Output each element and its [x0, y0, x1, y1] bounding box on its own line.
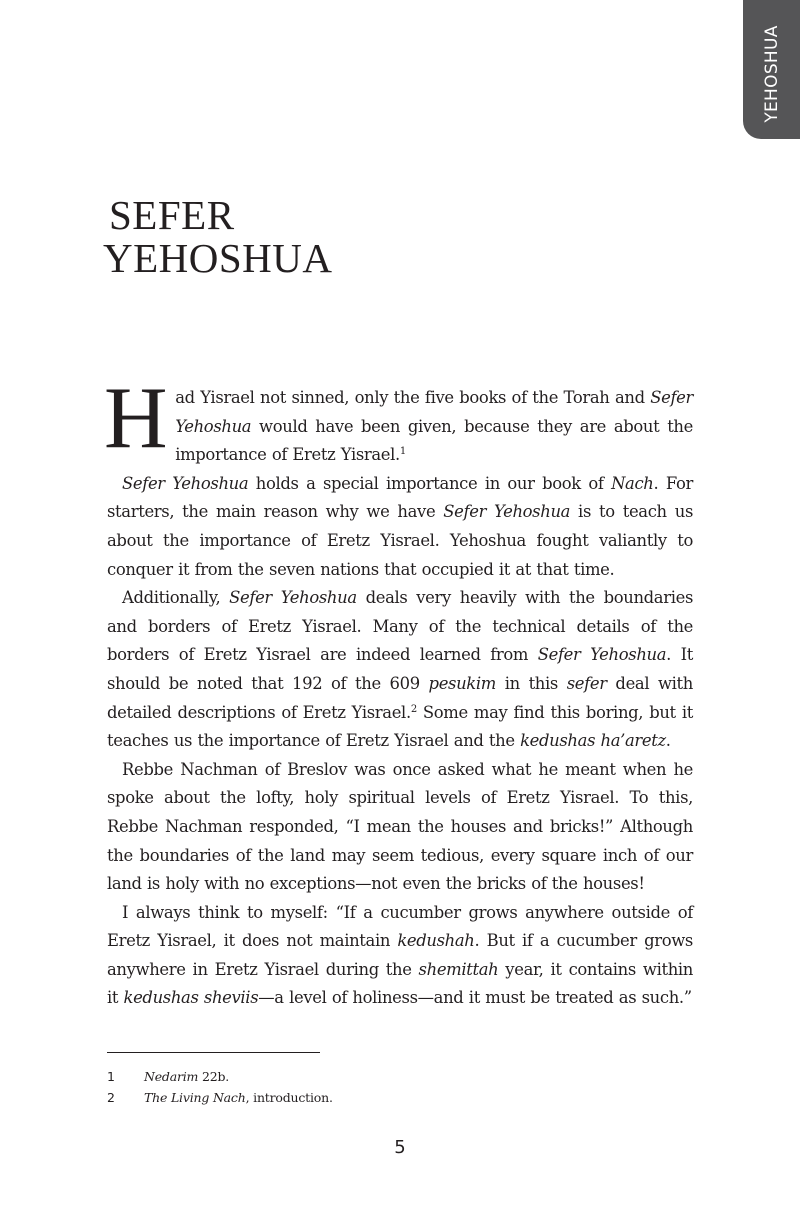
italic-text: Sefer Yehoshua: [175, 388, 693, 436]
text-run: —a level of holiness—and it must be treated as such.”: [258, 988, 692, 1008]
chapter-title: [103, 194, 333, 280]
italic-text: shemittah: [418, 959, 499, 979]
italic-text: Nedarim: [144, 1069, 199, 1084]
italic-text: Sefer Yehoshua: [229, 588, 357, 608]
chapter-title-line-1: SEFER: [109, 192, 235, 238]
footnotes: [107, 1066, 333, 1108]
footnote-reference[interactable]: 2: [410, 703, 417, 715]
italic-text: kedushah: [397, 931, 475, 951]
paragraph: [107, 899, 693, 1013]
text-run: . For starters, the main reason why we have: [107, 473, 693, 522]
footnote-text: [144, 1066, 229, 1087]
text-run: is to teach us about the importance of Eretz Yisrael. Yehoshua fought valiantly to conquer it from the seven nations that occupied it at that time.: [107, 502, 694, 579]
italic-text: The Living Nach: [144, 1090, 246, 1105]
italic-text: kedushas sheviis: [123, 988, 259, 1008]
text-run: I always think to myself: “If a cucumber grows anywhere outside of Eretz Yisrael, it does not maintain: [107, 902, 693, 951]
italic-text: Sefer Yehoshua: [443, 502, 571, 522]
footnote-reference[interactable]: 1: [399, 446, 406, 458]
italic-text: Sefer Yehoshua: [122, 473, 249, 493]
text-run: Some may find this boring, but it teaches us the importance of Eretz Yisrael and the: [107, 702, 693, 751]
paragraph: [107, 584, 693, 756]
text-run: deals very heavily with the boundaries and borders of Eretz Yisrael. Many of the technical details of the borders of Eretz Yisrael are indeed learned from: [107, 588, 694, 665]
italic-text: sefer: [566, 673, 607, 693]
text-run: 22b.: [198, 1069, 230, 1084]
text-run: ad Yisrael not sinned, only the five books of the Torah and: [175, 388, 651, 407]
body-text: [104, 370, 694, 1013]
text-run: would have been given, because they are about the importance of Eretz Yisrael.: [175, 416, 693, 465]
text-run: . But if a cucumber grows anywhere in Eretz Yisrael during the: [107, 931, 693, 979]
text-run: . It should be noted that 192 of the 609: [107, 645, 693, 693]
italic-text: kedushas ha’aretz: [520, 731, 666, 751]
italic-text: Sefer Yehoshua: [537, 645, 667, 665]
text-run: Additionally,: [122, 588, 230, 608]
italic-text: pesukim: [428, 673, 496, 693]
text-run: holds a special importance in our book of: [248, 473, 612, 493]
text-run: deal with detailed descriptions of Eretz Yisrael.: [107, 673, 694, 722]
chapter-side-tab: [743, 0, 800, 139]
paragraph: [104, 370, 693, 470]
paragraph: [107, 756, 693, 899]
drop-cap: H: [104, 370, 168, 467]
page-number: 5: [394, 1137, 406, 1158]
footnote-divider: [107, 1052, 320, 1053]
text-run: , introduction.: [245, 1090, 333, 1105]
footnote-text: [144, 1087, 333, 1108]
text-run: Rebbe Nachman of Breslov was once asked what he meant when he spoke about the lofty, holy spiritual levels of Eretz Yisrael. To this, Rebbe Nachman responded, “I mean the houses and bricks!” Although the boundaries of the land may seem tedious, every square inch of our land is holy with no exceptions—not even the bricks of the houses!: [107, 759, 693, 894]
footnote: [107, 1087, 333, 1108]
paragraph: [107, 470, 693, 584]
text-run: in this: [495, 673, 567, 693]
chapter-side-tab-label: YEHOSHUA: [761, 25, 782, 123]
footnote-number: 2: [107, 1090, 115, 1105]
text-run: year, it contains within it: [107, 959, 694, 1008]
italic-text: Nach: [611, 473, 654, 493]
footnote: [107, 1066, 333, 1087]
text-run: .: [665, 731, 671, 751]
chapter-title-line-2: YEHOSHUA: [103, 235, 333, 281]
footnote-number: 1: [107, 1069, 115, 1084]
